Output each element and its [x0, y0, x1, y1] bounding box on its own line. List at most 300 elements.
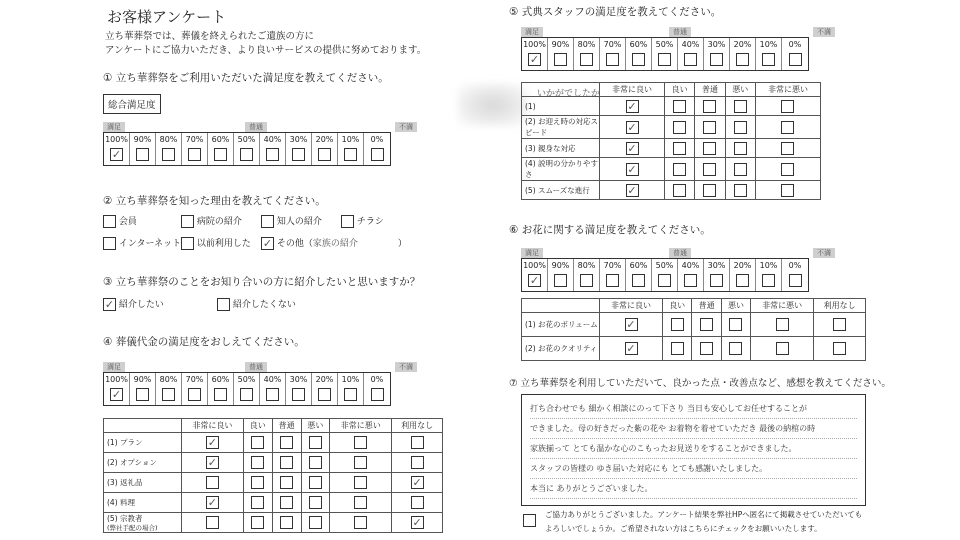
scale-checkbox[interactable]: [188, 388, 201, 401]
grid-cell: [665, 97, 695, 116]
rating-checkbox[interactable]: [734, 163, 747, 176]
grid-cell: [392, 513, 443, 533]
grid-cell: [243, 513, 272, 533]
scale-checkbox[interactable]: [762, 274, 775, 287]
grid-cell: [755, 97, 820, 116]
rating-checkbox[interactable]: [309, 496, 322, 509]
scale-checkbox[interactable]: [318, 148, 331, 161]
scale-cell: [678, 38, 704, 70]
grid-cell: [330, 513, 392, 533]
grid-header: 良い: [665, 83, 695, 97]
grid-header: 普通: [272, 419, 301, 433]
grid-row: [104, 473, 443, 493]
scale-cell: [574, 259, 600, 291]
rating-checkbox[interactable]: [729, 342, 742, 355]
rating-checkbox[interactable]: [309, 516, 322, 529]
left-page: [95, 0, 465, 540]
rating-checkbox[interactable]: [734, 184, 747, 197]
grid-header: 非常に悪い: [330, 419, 392, 433]
grid-cell: [751, 337, 814, 361]
scale-label: 20%: [315, 375, 334, 384]
grid-row-sublabel: (弊社手配の場合): [107, 524, 158, 532]
tag-normal: 普通: [669, 248, 691, 258]
scale-label: 50%: [237, 135, 256, 144]
scale-label: 100%: [523, 261, 546, 270]
q2-option-flyer[interactable]: チラシ: [341, 214, 384, 228]
rating-checkbox[interactable]: [781, 142, 794, 155]
rating-checkbox[interactable]: [700, 318, 713, 331]
grid-corner: [522, 83, 600, 97]
scale-label: 30%: [289, 135, 308, 144]
grid-row: [522, 116, 821, 139]
q1-scale: [103, 132, 391, 166]
scale-cell: [208, 133, 234, 165]
rating-checkbox-checked[interactable]: ✓: [627, 99, 637, 113]
scale-cell: [652, 259, 678, 291]
rating-checkbox[interactable]: [251, 456, 264, 469]
survey-title: お客様アンケート: [107, 8, 227, 26]
grid-cell: [392, 493, 443, 513]
scale-label: 30%: [707, 261, 726, 270]
rating-checkbox[interactable]: [251, 476, 264, 489]
rating-checkbox[interactable]: [781, 100, 794, 113]
q6-scale: [521, 258, 809, 292]
rating-checkbox[interactable]: [206, 516, 219, 529]
scale-label: 40%: [263, 375, 282, 384]
scale-cell: [730, 38, 756, 70]
rating-checkbox-checked[interactable]: ✓: [207, 456, 218, 469]
rating-checkbox[interactable]: [673, 100, 686, 113]
scale-label: 0%: [370, 375, 384, 384]
scale-label: 90%: [551, 261, 570, 270]
rating-checkbox[interactable]: [781, 184, 794, 197]
scale-cell: [286, 373, 312, 405]
scale-label: 70%: [603, 40, 622, 49]
question-5: ⑤ 式典スタッフの満足度を教えてください。: [509, 6, 722, 18]
scale-cell: [104, 133, 130, 165]
scale-label: 80%: [159, 375, 178, 384]
scale-label: 50%: [655, 261, 674, 270]
overall-label: 総合満足度: [103, 94, 161, 114]
scale-cell: [652, 38, 678, 70]
scale-checkbox[interactable]: [344, 388, 357, 401]
grid-cell: [755, 158, 820, 181]
rating-checkbox[interactable]: [309, 436, 322, 449]
scale-label: 40%: [681, 40, 700, 49]
scale-cell: [234, 133, 260, 165]
scale-checkbox[interactable]: [606, 53, 619, 66]
rating-checkbox[interactable]: [280, 516, 293, 529]
q2-option-previous[interactable]: 以前利用した: [181, 236, 251, 250]
scale-cell: [260, 133, 286, 165]
scale-checkbox[interactable]: [266, 388, 279, 401]
checkbox[interactable]: [181, 215, 194, 228]
scale-checkbox[interactable]: [371, 388, 384, 401]
rating-checkbox[interactable]: [781, 163, 794, 176]
rating-checkbox[interactable]: [703, 121, 716, 134]
scale-checkbox[interactable]: [789, 53, 802, 66]
grid-cell: [665, 139, 695, 158]
scale-checkbox[interactable]: [684, 274, 697, 287]
tag-normal: 普通: [669, 27, 691, 37]
grid-row-label: (1) プラン: [104, 433, 182, 453]
right-page: [505, 0, 891, 540]
scale-checkbox[interactable]: [318, 388, 331, 401]
grid-cell: [725, 181, 755, 200]
grid-row-label: (1): [522, 97, 600, 116]
scale-checkbox[interactable]: [554, 274, 567, 287]
scale-checkbox[interactable]: [344, 148, 357, 161]
scale-cell: [574, 38, 600, 70]
scale-checkbox[interactable]: [136, 148, 149, 161]
grid-cell: [600, 116, 665, 139]
grid-cell: [243, 433, 272, 453]
grid-row-label: (5) 宗教者 (弊社手配の場合): [104, 513, 182, 533]
scale-checkbox-checked[interactable]: ✓: [111, 148, 122, 161]
grid-cell: [692, 337, 721, 361]
grid-cell: [301, 493, 330, 513]
scale-cell: [130, 133, 156, 165]
grid-cell: [182, 433, 244, 453]
scale-cell: [156, 133, 182, 165]
scale-label: 10%: [759, 40, 778, 49]
scale-checkbox-checked[interactable]: ✓: [529, 53, 540, 66]
rating-checkbox[interactable]: [280, 496, 293, 509]
scale-checkbox[interactable]: [136, 388, 149, 401]
rating-checkbox[interactable]: [703, 184, 716, 197]
grid-cell: [814, 337, 866, 361]
grid-cell: [392, 453, 443, 473]
rating-checkbox-checked[interactable]: ✓: [412, 516, 422, 529]
scale-label: 40%: [681, 261, 700, 270]
scale-checkbox[interactable]: [292, 388, 305, 401]
scale-checkbox[interactable]: [789, 274, 802, 287]
tag-dissatisfied: 不満: [395, 362, 417, 372]
grid-header: 利用なし: [392, 419, 443, 433]
grid-row: [104, 513, 443, 533]
grid-cell: [695, 116, 725, 139]
tag-dissatisfied: 不満: [813, 248, 835, 258]
checkbox[interactable]: [181, 237, 194, 250]
q4-scale: [103, 372, 391, 406]
scale-cell: [286, 133, 312, 165]
scale-checkbox[interactable]: [214, 148, 227, 161]
rating-checkbox[interactable]: [309, 476, 322, 489]
scale-label: 30%: [707, 40, 726, 49]
checkbox-checked[interactable]: ✓: [262, 237, 273, 250]
scale-label: 0%: [788, 40, 802, 49]
q2-option-other[interactable]: ✓ その他（家族の紹介 ）: [262, 237, 407, 250]
scale-cell: [548, 259, 574, 291]
checkbox[interactable]: [261, 215, 274, 228]
question-7: ⑦ 立ち華葬祭を利用していただいて、良かった点・改善点など、感想を教えてください。: [509, 378, 891, 389]
rating-checkbox[interactable]: [734, 100, 747, 113]
grid-cell: [663, 313, 692, 337]
grid-header: 悪い: [301, 419, 330, 433]
scale-cell: [338, 133, 364, 165]
q5-scale: [521, 37, 809, 71]
rating-checkbox[interactable]: [671, 318, 684, 331]
grid-cell: [665, 181, 695, 200]
scale-label: 80%: [577, 40, 596, 49]
rating-checkbox[interactable]: [411, 496, 424, 509]
rating-checkbox[interactable]: [280, 476, 293, 489]
grid-cell: [272, 433, 301, 453]
grid-header: 非常に悪い: [755, 83, 820, 97]
rating-checkbox-checked[interactable]: ✓: [627, 183, 637, 197]
scale-checkbox[interactable]: [580, 274, 593, 287]
scale-label: 0%: [370, 135, 384, 144]
scale-checkbox[interactable]: [371, 148, 384, 161]
scale-checkbox[interactable]: [292, 148, 305, 161]
scale-label: 60%: [211, 135, 230, 144]
scale-label: 100%: [523, 40, 546, 49]
scale-label: 60%: [211, 375, 230, 384]
scale-checkbox[interactable]: [684, 53, 697, 66]
grid-cell: [182, 513, 244, 533]
scale-label: 20%: [733, 40, 752, 49]
grid-cell: [600, 181, 665, 200]
grid-cell: [600, 158, 665, 181]
rating-checkbox[interactable]: [729, 318, 742, 331]
grid-cell: [330, 453, 392, 473]
checkbox-checked[interactable]: ✓: [104, 298, 115, 311]
grid-row: [522, 181, 821, 200]
scale-checkbox[interactable]: [606, 274, 619, 287]
checkbox[interactable]: [103, 237, 116, 250]
scale-checkbox[interactable]: [710, 274, 723, 287]
grid-header: 非常に悪い: [751, 299, 814, 313]
grid-cell: [695, 97, 725, 116]
scale-cell: [234, 373, 260, 405]
rating-checkbox[interactable]: [354, 456, 367, 469]
rating-checkbox[interactable]: [833, 342, 846, 355]
grid-cell: [182, 473, 244, 493]
scale-cell: [626, 259, 652, 291]
tag-satisfied: 満足: [521, 248, 543, 258]
scale-checkbox[interactable]: [266, 148, 279, 161]
scale-cell: [312, 373, 338, 405]
grid-header: 非常に良い: [182, 419, 244, 433]
grid-row: [104, 453, 443, 473]
scale-cell: [704, 259, 730, 291]
scale-checkbox[interactable]: [736, 53, 749, 66]
scale-checkbox[interactable]: [162, 148, 175, 161]
grid-cell: [330, 493, 392, 513]
scale-label: 90%: [133, 135, 152, 144]
rating-checkbox[interactable]: [673, 142, 686, 155]
rating-checkbox[interactable]: [251, 496, 264, 509]
scale-checkbox[interactable]: [710, 53, 723, 66]
grid-row: [104, 493, 443, 513]
grid-row-label: (3) 親身な対応: [522, 139, 600, 158]
rating-checkbox[interactable]: [354, 496, 367, 509]
scale-checkbox[interactable]: [554, 53, 567, 66]
q5-grid: [521, 82, 821, 200]
rating-checkbox[interactable]: [280, 436, 293, 449]
grid-cell: [751, 313, 814, 337]
scale-cell: [782, 38, 808, 70]
rating-checkbox-checked[interactable]: ✓: [627, 141, 637, 155]
grid-cell: [330, 473, 392, 493]
grid-header: 非常に良い: [600, 299, 663, 313]
scale-checkbox-checked[interactable]: ✓: [111, 388, 122, 401]
grid-header: 悪い: [725, 83, 755, 97]
comment-box[interactable]: 打ち合わせでも 細かく相談にのって下さり 当日も安心してお任せすることが できました。母の好きだった紫の花や お着物を着せていただき 最後の納棺の時 家族揃って とても温かな心のこもったお見送りをすることができました。 スタッフの皆様の ゆき届いた対応にも とても感謝いたしました。 本当に ありがとうございました。: [521, 394, 866, 506]
tag-dissatisfied: 不満: [813, 27, 835, 37]
q6-grid: [521, 298, 866, 361]
rating-checkbox[interactable]: [251, 516, 264, 529]
grid-cell: [695, 158, 725, 181]
scale-checkbox[interactable]: [214, 388, 227, 401]
scale-checkbox[interactable]: [658, 274, 671, 287]
survey-intro: 立ち華葬祭では、葬儀を終えられたご遺族の方に アンケートにご協力いただき、より良いサービスの提供に努めております。: [105, 31, 427, 56]
grid-row-label: (4) 料理: [104, 493, 182, 513]
rating-checkbox[interactable]: [673, 121, 686, 134]
rating-checkbox[interactable]: [206, 476, 219, 489]
rating-checkbox[interactable]: [703, 163, 716, 176]
grid-cell: [272, 453, 301, 473]
question-1: ① 立ち華葬祭をご利用いただいた満足度を教えてください。: [103, 72, 389, 84]
tag-satisfied: 満足: [103, 122, 125, 132]
q2-option-internet[interactable]: インターネット: [103, 236, 181, 250]
rating-checkbox[interactable]: [673, 184, 686, 197]
rating-checkbox[interactable]: [309, 456, 322, 469]
grid-cell: [301, 433, 330, 453]
scale-label: 90%: [551, 40, 570, 49]
rating-checkbox[interactable]: [280, 456, 293, 469]
rating-checkbox[interactable]: [354, 476, 367, 489]
grid-cell: [301, 453, 330, 473]
scale-checkbox[interactable]: [632, 274, 645, 287]
grid-header: 利用なし: [814, 299, 866, 313]
scale-cell: [338, 373, 364, 405]
scale-label: 30%: [289, 375, 308, 384]
rating-checkbox-checked[interactable]: ✓: [627, 162, 637, 176]
scale-label: 60%: [629, 261, 648, 270]
scale-checkbox[interactable]: [580, 53, 593, 66]
grid-cell: [243, 493, 272, 513]
grid-header: 良い: [243, 419, 272, 433]
scale-cell: [730, 259, 756, 291]
rating-checkbox[interactable]: [354, 436, 367, 449]
rating-checkbox[interactable]: [776, 342, 789, 355]
grid-cell: [721, 337, 750, 361]
rating-checkbox[interactable]: [354, 516, 367, 529]
q5-handnote: いかがでしたか: [537, 89, 601, 99]
grid-cell: [600, 313, 663, 337]
rating-checkbox[interactable]: [781, 121, 794, 134]
scale-label: 90%: [133, 375, 152, 384]
grid-cell: [725, 139, 755, 158]
grid-cell: [330, 433, 392, 453]
q3-option-no[interactable]: 紹介したくない: [217, 297, 296, 311]
rating-checkbox-checked[interactable]: ✓: [626, 318, 636, 331]
question-3: ③ 立ち華葬祭のことをお知り合いの方に紹介したいと思いますか？: [103, 276, 421, 288]
rating-checkbox-checked[interactable]: ✓: [207, 436, 218, 449]
grid-corner: [522, 299, 600, 313]
scale-cell: [756, 259, 782, 291]
grid-header: 悪い: [721, 299, 750, 313]
grid-row-label: (5) スムーズな進行: [522, 181, 600, 200]
q2-option-hospital[interactable]: 病院の紹介: [181, 214, 242, 228]
checkbox[interactable]: [341, 215, 354, 228]
checkbox[interactable]: [103, 215, 116, 228]
rating-checkbox[interactable]: [671, 342, 684, 355]
scale-cell: [626, 38, 652, 70]
grid-header: 普通: [695, 83, 725, 97]
rating-checkbox-checked[interactable]: ✓: [412, 476, 422, 489]
scale-label: 70%: [185, 375, 204, 384]
rating-checkbox[interactable]: [703, 142, 716, 155]
rating-checkbox[interactable]: [673, 163, 686, 176]
scale-cell: [364, 373, 390, 405]
rating-checkbox-checked[interactable]: ✓: [207, 496, 218, 509]
scale-checkbox[interactable]: [240, 388, 253, 401]
q3-option-yes[interactable]: ✓ 紹介したい: [104, 298, 164, 311]
scale-checkbox[interactable]: [240, 148, 253, 161]
grid-cell: [392, 473, 443, 493]
rating-checkbox[interactable]: [776, 318, 789, 331]
rating-checkbox[interactable]: [734, 142, 747, 155]
rating-checkbox[interactable]: [251, 436, 264, 449]
scale-cell: [522, 259, 548, 291]
rating-checkbox[interactable]: [411, 456, 424, 469]
rating-checkbox[interactable]: [833, 318, 846, 331]
grid-corner: [104, 419, 182, 433]
grid-cell: [182, 453, 244, 473]
grid-cell: [725, 158, 755, 181]
scale-cell: [104, 373, 130, 405]
scale-checkbox-checked[interactable]: ✓: [529, 274, 540, 287]
rating-checkbox[interactable]: [411, 436, 424, 449]
scale-cell: [704, 38, 730, 70]
scale-checkbox[interactable]: [658, 53, 671, 66]
grid-header: 良い: [663, 299, 692, 313]
scale-checkbox[interactable]: [632, 53, 645, 66]
grid-cell: [695, 139, 725, 158]
q2-option-friend[interactable]: 知人の紹介: [261, 214, 322, 228]
scale-cell: [364, 133, 390, 165]
scale-label: 20%: [315, 135, 334, 144]
tag-satisfied: 満足: [521, 27, 543, 37]
rating-checkbox-checked[interactable]: ✓: [627, 120, 637, 134]
grid-cell: [721, 313, 750, 337]
rating-checkbox[interactable]: [700, 342, 713, 355]
publish-optout-checkbox[interactable]: [523, 514, 536, 527]
scale-label: 10%: [341, 375, 360, 384]
checkbox[interactable]: [217, 298, 230, 311]
rating-checkbox-checked[interactable]: ✓: [626, 342, 636, 355]
grid-cell: [725, 97, 755, 116]
scale-cell: [782, 259, 808, 291]
rating-checkbox[interactable]: [703, 100, 716, 113]
q2-other-text: 家族の紹介: [312, 239, 358, 249]
grid-cell: [663, 337, 692, 361]
scale-checkbox[interactable]: [736, 274, 749, 287]
scale-checkbox[interactable]: [162, 388, 175, 401]
scale-label: 100%: [105, 135, 128, 144]
scale-checkbox[interactable]: [762, 53, 775, 66]
q2-option-member[interactable]: 会員: [103, 214, 137, 228]
scale-cell: [678, 259, 704, 291]
grid-row-label: (2) オプション: [104, 453, 182, 473]
tag-satisfied: 満足: [103, 362, 125, 372]
rating-checkbox[interactable]: [734, 121, 747, 134]
grid-row-label: (3) 返礼品: [104, 473, 182, 493]
scale-checkbox[interactable]: [188, 148, 201, 161]
tag-normal: 普通: [245, 362, 267, 372]
